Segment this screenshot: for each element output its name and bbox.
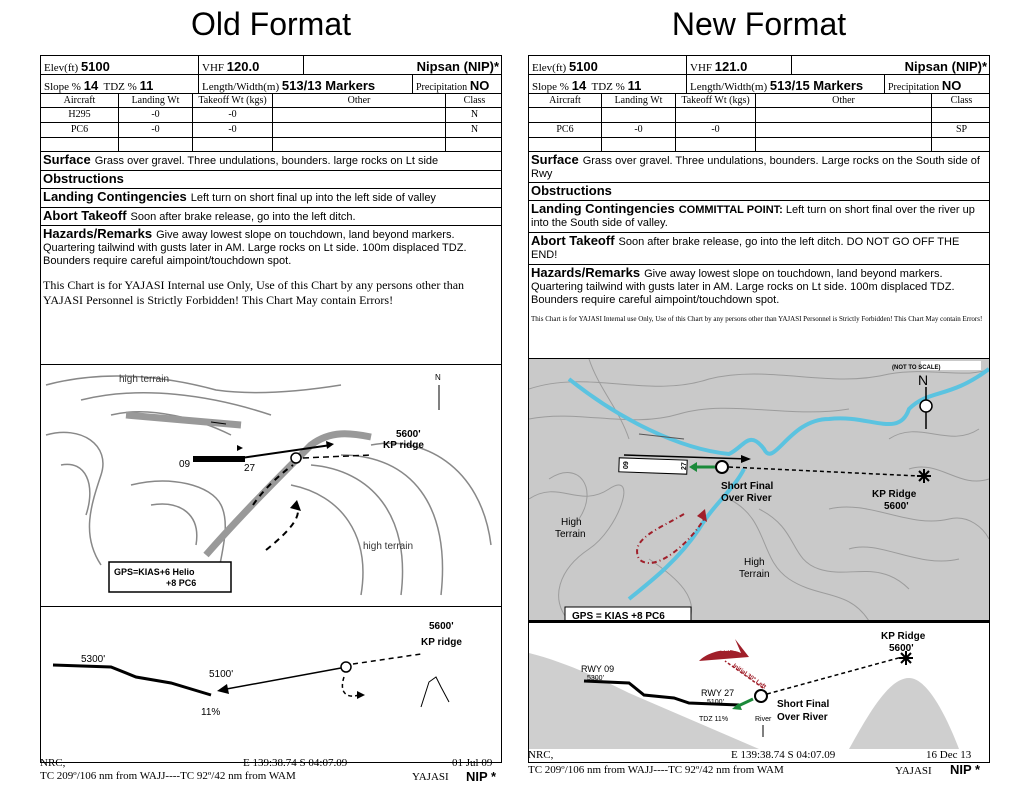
new-footer-date: 16 Dec 13 — [926, 749, 972, 761]
old-footer-tc: TC 209º/106 nm from WAJJ----TC 92º/42 nm from WAM — [40, 770, 296, 782]
length-width: Length/Width(m) 513/13 Markers — [198, 75, 412, 93]
label-rwy-27: RWY 27 — [701, 688, 735, 698]
landing-contingencies-section: Landing Contingencies Left turn on short final up into the left side of valley — [41, 189, 501, 208]
precipitation: Precipitation NO — [884, 75, 991, 93]
circuit-path — [342, 677, 359, 696]
terrain-profile — [529, 653, 759, 749]
col-other: Other — [755, 94, 931, 107]
surface-section: Surface Grass over gravel. Three undulations, bounders. large rocks on Lt side — [41, 152, 501, 171]
committal-point-icon — [341, 662, 351, 672]
runway — [193, 456, 245, 462]
label-5300: 5300' — [81, 654, 106, 665]
label-rwy-09: 09 — [179, 459, 191, 470]
cell-landing: -0 — [601, 123, 675, 137]
cell-class — [931, 108, 991, 122]
label-high-terrain: High — [561, 517, 582, 528]
label-ridge-name: KP Ridge — [872, 489, 917, 500]
old-footer-date: 01 Jul 09 — [452, 757, 493, 769]
hazards-section: Hazards/Remarks Give away lowest slope on touchdown, land beyond markers. Quartering tailwind with gusts later in AM. Large rocks on Lt side. 100m displaced TDZ. Bounders require careful aimpoint/touchdown spot. — [531, 265, 955, 306]
cell-other — [755, 123, 931, 137]
new-footer-coords: E 139:38.74 S 04:07.09 — [731, 749, 836, 761]
col-other: Other — [272, 94, 445, 107]
terrain-contour — [371, 443, 491, 545]
profile-drawing — [529, 623, 989, 749]
label-high-terrain: Terrain — [739, 569, 770, 580]
table-row — [529, 123, 989, 138]
airstrip-name: Nipsan (NIP)* — [303, 56, 503, 74]
label-north: N — [435, 373, 441, 382]
hazards-section: Hazards/Remarks Give away lowest slope on touchdown, land beyond markers. Quartering tailwind with gusts later in AM. Large rocks on Lt side. 100m displaced TDZ. Bounders require careful aimpoint/touchdown spot. — [43, 226, 467, 267]
obstructions-section: Obstructions — [41, 171, 501, 189]
cell-other — [755, 108, 931, 122]
vhf: VHF 120.0 — [198, 56, 303, 74]
label-rwy-27-alt: 5100' — [707, 699, 724, 706]
label-over-river: Over River — [721, 493, 772, 504]
terrain-profile — [53, 665, 211, 695]
label-north: N — [918, 372, 929, 388]
label-slope: 11% — [201, 707, 221, 718]
label-ridge-name: KP ridge — [383, 440, 424, 451]
abort-takeoff-section: Abort Takeoff Soon after brake release, go into the left ditch. DO NOT GO OFF THE END! — [529, 233, 989, 265]
length-width: Length/Width(m) 513/15 Markers — [686, 75, 884, 93]
cell-landing: -0 — [118, 108, 192, 122]
plan-view-map — [41, 364, 501, 606]
cell-landing: -0 — [118, 123, 192, 137]
label-tdz: TDZ 11% — [699, 716, 729, 723]
info-row-1 — [41, 56, 501, 75]
plan-view-map — [529, 358, 989, 620]
label-high-terrain: High — [744, 557, 765, 568]
label-ridge-alt: 5600' — [889, 643, 914, 654]
table-row — [529, 138, 989, 152]
terrain-contour — [61, 464, 90, 515]
table-row — [41, 123, 501, 138]
terrain-contour — [291, 485, 363, 595]
label-ridge-name: KP Ridge — [881, 631, 926, 642]
label-high-terrain: Terrain — [555, 529, 586, 540]
cell-class: N — [445, 123, 503, 137]
new-footer-org: YAJASI — [895, 765, 932, 777]
profile-view — [529, 620, 989, 748]
elevation: Elev(ft) 5100 — [44, 59, 110, 74]
label-ridge-alt: 5600' — [396, 429, 421, 440]
cell-aircraft — [529, 108, 601, 122]
label-short-final: Short Final — [777, 699, 830, 710]
col-takeoff-wt: Takeoff Wt (kgs) — [675, 94, 755, 107]
precipitation: Precipitation NO — [412, 75, 503, 93]
cell-other — [272, 108, 445, 122]
landing-contingencies-section: Landing Contingencies COMMITTAL POINT: Left turn on short final over the river up into the South side of valley. — [529, 201, 989, 233]
terrain-contour — [341, 455, 443, 595]
profile-drawing — [41, 607, 501, 749]
info-row-1 — [529, 56, 989, 75]
new-footer-nrc: NRC, — [528, 749, 554, 761]
new-format-heading: New Format — [671, 6, 847, 42]
label-5100: 5100' — [209, 669, 234, 680]
old-footer-org: YAJASI — [412, 771, 449, 783]
old-footer-nip: NIP * — [466, 769, 497, 784]
cell-aircraft: H295 — [68, 109, 91, 120]
label-rwy-27: 27 — [680, 462, 689, 471]
label-high-terrain: high terrain — [119, 374, 170, 385]
ridge-profile — [849, 678, 959, 749]
arrowhead-icon — [290, 500, 301, 511]
label-short-final: Short Final — [721, 481, 774, 492]
label-ridge-alt: 5600' — [884, 501, 909, 512]
label-rwy-09-alt: 5300' — [587, 675, 604, 682]
cell-takeoff: -0 — [192, 123, 272, 137]
old-format-chart — [40, 55, 502, 763]
label-river: River — [755, 716, 772, 723]
col-landing-wt: Landing Wt — [118, 94, 192, 107]
windsock-icon — [237, 445, 243, 451]
col-aircraft: Aircraft — [549, 95, 581, 106]
cell-takeoff: -0 — [675, 123, 755, 137]
cell-landing — [601, 108, 675, 122]
terrain-contour — [46, 376, 341, 393]
col-takeoff-wt: Takeoff Wt (kgs) — [192, 94, 272, 107]
go-around-path — [767, 657, 902, 694]
label-gps: GPS = KIAS +8 PC6 — [572, 611, 665, 620]
label-rwy-27: 27 — [244, 463, 256, 474]
plan-view-drawing — [529, 359, 989, 620]
terrain-contour — [311, 465, 403, 595]
col-class: Class — [445, 94, 503, 107]
cell-aircraft: PC6 — [70, 124, 89, 135]
ridge-outline — [421, 677, 449, 707]
label-rwy-09: 09 — [622, 461, 631, 470]
terrain-contour — [151, 504, 197, 545]
label-over-river: Over River — [777, 712, 828, 723]
table-row — [41, 138, 501, 152]
obstructions-section: Obstructions — [529, 183, 989, 201]
compass-icon — [920, 400, 932, 412]
col-aircraft: Aircraft — [63, 95, 96, 106]
terrain-contour — [46, 432, 103, 565]
label-initial-30: Initial 30° Left — [731, 663, 767, 691]
kp-ridge-icon — [917, 469, 931, 483]
cell-aircraft: PC6 — [556, 124, 574, 135]
elevation: Elev(ft) 5100 — [532, 59, 598, 74]
cell-class: SP — [931, 123, 991, 137]
cell-takeoff — [675, 108, 755, 122]
table-row — [41, 108, 501, 123]
label-rwy-09: RWY 09 — [581, 664, 615, 674]
new-format-chart — [528, 55, 990, 763]
label-ridge-alt: 5600' — [429, 621, 454, 632]
committal-point-icon — [716, 461, 728, 473]
airstrip-name: Nipsan (NIP)* — [791, 56, 991, 74]
weights-header — [41, 94, 501, 108]
weights-header — [529, 94, 989, 108]
col-class: Class — [931, 94, 991, 107]
approach-path — [221, 668, 341, 690]
label-gps-2: +8 PC6 — [166, 578, 197, 588]
disclaimer: This Chart is for YAJASI Internal use Only, Use of this Chart by any persons other than YAJASI Personnel is Strictly Forbidden! This Chart May contain Errors! — [531, 315, 983, 323]
slope: Slope % 14 TDZ % 11 — [44, 78, 154, 93]
disclaimer: This Chart is for YAJASI Internal use Only, Use of this Chart by any persons other than YAJASI Personnel is Strictly Forbidden! This Chart May contain Errors! — [43, 278, 465, 307]
table-row — [529, 108, 989, 123]
old-footer-nrc: NRC, — [40, 757, 66, 769]
new-footer-tc: TC 209º/106 nm from WAJJ----TC 92º/42 nm from WAM — [528, 764, 784, 776]
label-high-terrain: high terrain — [363, 541, 414, 552]
plan-view-drawing — [41, 365, 501, 607]
slope: Slope % 14 TDZ % 11 — [532, 78, 642, 93]
arrowhead-icon — [217, 684, 229, 694]
committal-point-icon — [291, 453, 301, 463]
new-footer-nip: NIP * — [950, 762, 981, 777]
label-ridge-name: KP ridge — [421, 637, 462, 648]
committal-point-icon — [755, 690, 767, 702]
label-left: LEFT — [721, 647, 736, 653]
approach-path — [241, 445, 331, 458]
terrain-contour — [81, 393, 271, 415]
info-row-2 — [41, 75, 501, 94]
info-row-2 — [529, 75, 989, 94]
go-around-path — [353, 654, 421, 664]
cell-takeoff: -0 — [192, 108, 272, 122]
arrowhead-icon — [326, 441, 334, 449]
cell-other — [272, 123, 445, 137]
old-footer-coords: E 139:38.74 S 04:07.09 — [243, 757, 348, 769]
label-not-to-scale: (NOT TO SCALE) — [892, 365, 941, 371]
col-landing-wt: Landing Wt — [601, 94, 675, 107]
surface-section: Surface Grass over gravel. Three undulations, bounders. Large rocks on the South side of Rwy — [529, 152, 989, 183]
abort-takeoff-section: Abort Takeoff Soon after brake release, go into the left ditch. — [41, 208, 501, 226]
arrowhead-icon — [357, 691, 365, 699]
old-format-heading: Old Format — [190, 6, 352, 42]
circuit-path — [266, 505, 298, 550]
cell-class: N — [445, 108, 503, 122]
vhf: VHF 121.0 — [686, 56, 791, 74]
label-gps-1: GPS=KIAS+6 Helio — [114, 567, 195, 577]
profile-view — [41, 606, 501, 748]
